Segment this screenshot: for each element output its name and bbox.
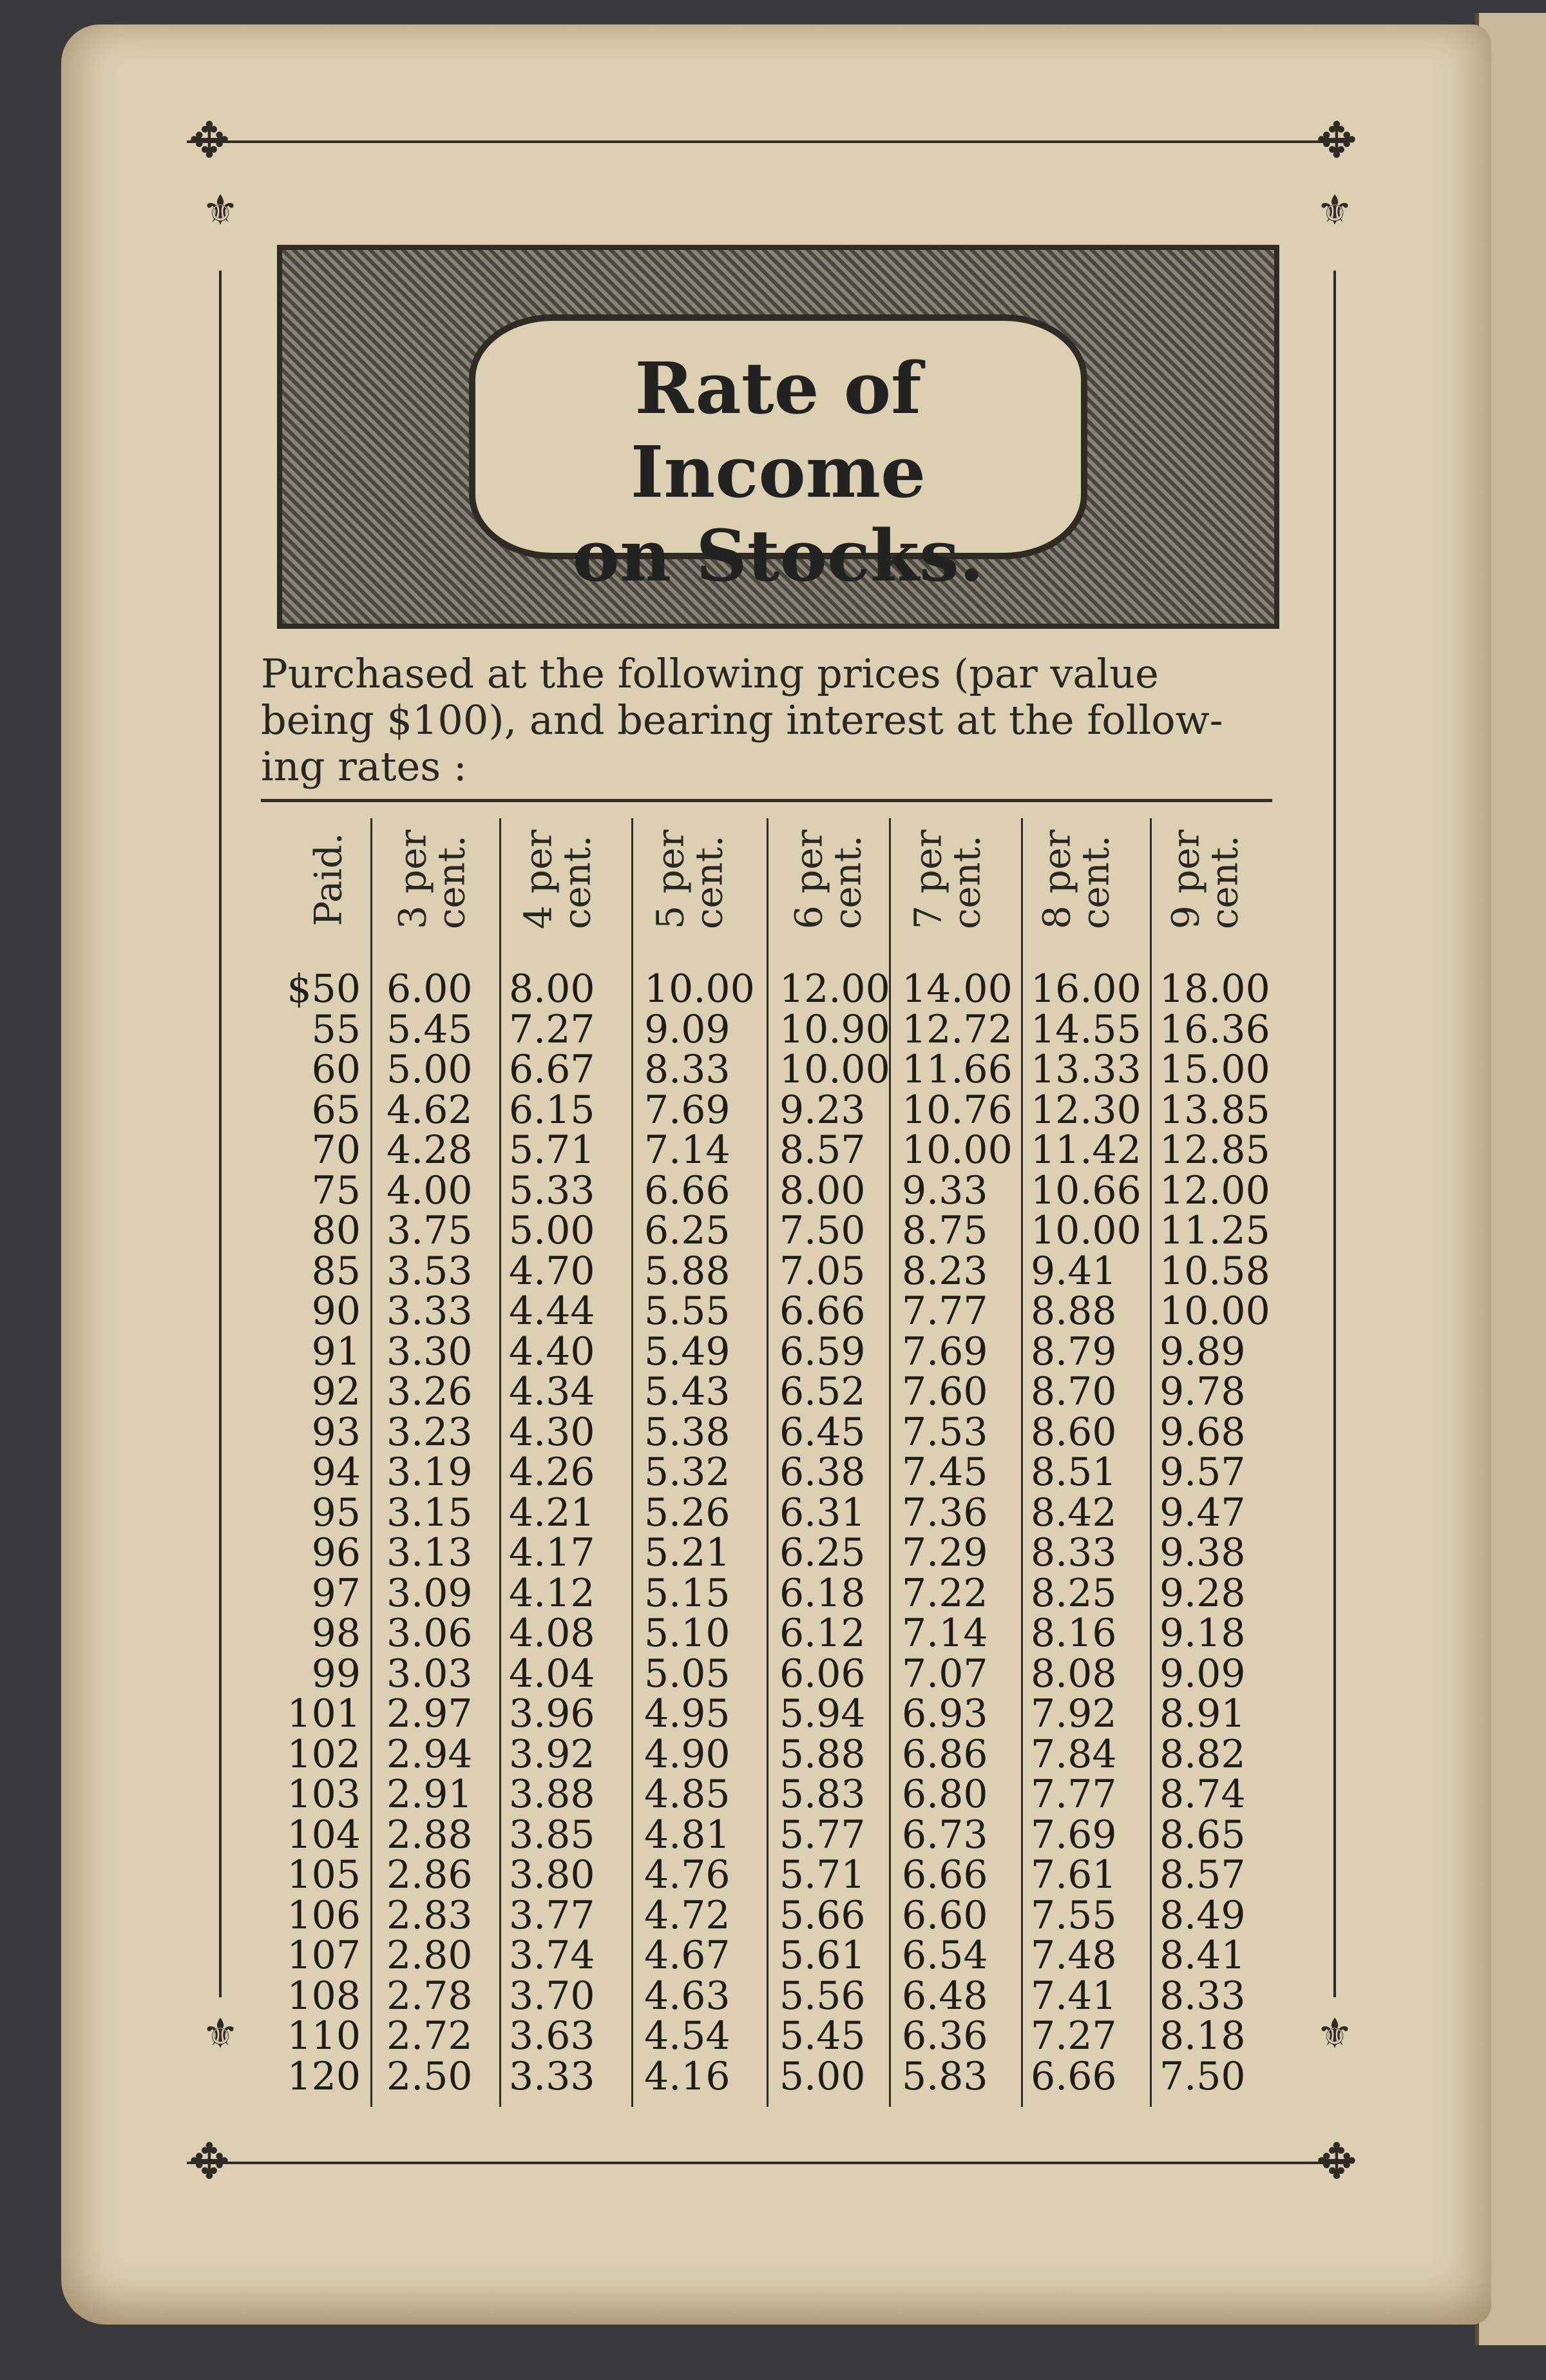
- table-row: [0, 2053, 1546, 2099]
- rate-cell: 4.08: [509, 1611, 595, 1656]
- rate-cell: 7.27: [1031, 2013, 1117, 2059]
- rate-cell: 4.00: [386, 1167, 473, 1213]
- rate-cell: 8.42: [1031, 1490, 1117, 1535]
- rate-cell: 5.15: [644, 1570, 730, 1616]
- price-paid-cell: 91: [311, 1329, 361, 1374]
- rate-cell: 3.03: [386, 1651, 473, 1696]
- column-header: [367, 815, 496, 944]
- table-row: [0, 966, 1546, 1012]
- rate-cell: 6.06: [779, 1651, 866, 1696]
- rate-cell: 5.83: [902, 2053, 988, 2099]
- price-paid-cell: 80: [311, 1208, 361, 1253]
- table-row: [0, 1611, 1546, 1656]
- rate-cell: 6.86: [902, 1731, 988, 1777]
- rate-cell: 7.50: [1160, 2053, 1246, 2099]
- rate-cell: 2.50: [386, 2053, 473, 2099]
- rate-cell: 5.55: [644, 1289, 730, 1334]
- rate-cell: 4.70: [509, 1248, 595, 1294]
- rate-cell: 10.00: [1160, 1289, 1270, 1334]
- title-panel: [475, 321, 1081, 597]
- table-row: [0, 2013, 1546, 2059]
- rate-cell: 7.50: [779, 1208, 866, 1253]
- rate-cell: 4.17: [509, 1530, 595, 1575]
- rate-cell: 6.66: [779, 1289, 866, 1334]
- title-cartouche: [277, 245, 1279, 629]
- price-paid-cell: $50: [287, 966, 361, 1012]
- rate-cell: 9.23: [779, 1087, 866, 1133]
- rate-cell: 7.05: [779, 1248, 866, 1294]
- rate-cell: 5.88: [779, 1731, 866, 1777]
- rate-cell: 9.09: [1160, 1651, 1246, 1696]
- rate-cell: 4.16: [644, 2053, 730, 2099]
- rate-cell: 5.32: [644, 1450, 730, 1495]
- rate-cell: 7.84: [1031, 1731, 1117, 1777]
- column-header-label: 9 per cent.: [1163, 829, 1246, 930]
- rate-cell: 11.25: [1160, 1208, 1270, 1253]
- price-paid-cell: 108: [287, 1973, 361, 2019]
- frame-top-rule: [187, 140, 1346, 148]
- rate-cell: 4.34: [509, 1369, 595, 1414]
- rate-cell: 11.66: [902, 1047, 1013, 1092]
- rate-cell: 9.41: [1031, 1248, 1117, 1294]
- rate-cell: 2.80: [386, 1933, 473, 1978]
- rate-cell: 4.85: [644, 1772, 730, 1817]
- rate-cell: 6.31: [779, 1490, 866, 1535]
- table-row: [0, 1731, 1546, 1777]
- rate-cell: 6.60: [902, 1892, 988, 1938]
- rate-cell: 14.00: [902, 966, 1013, 1012]
- table-row: [0, 1208, 1546, 1253]
- table-row: [0, 1409, 1546, 1455]
- rate-cell: 5.49: [644, 1329, 730, 1374]
- rate-cell: 7.07: [902, 1651, 988, 1696]
- frame-bottom-rule: [187, 2162, 1346, 2169]
- rate-cell: 4.21: [509, 1490, 595, 1535]
- price-paid-cell: 103: [287, 1772, 361, 1817]
- price-paid-cell: 99: [311, 1651, 361, 1696]
- rate-cell: 5.88: [644, 1248, 730, 1294]
- side-ornament-icon: ⚜: [1316, 187, 1353, 235]
- rate-cell: 8.08: [1031, 1651, 1117, 1696]
- price-paid-cell: 94: [311, 1450, 361, 1495]
- table-row: [0, 1006, 1546, 1052]
- rate-cell: 7.61: [1031, 1852, 1117, 1897]
- rate-cell: 7.14: [902, 1611, 988, 1656]
- rate-cell: 3.23: [386, 1409, 473, 1455]
- price-paid-cell: 98: [311, 1611, 361, 1656]
- rate-cell: 9.38: [1160, 1530, 1246, 1575]
- price-paid-cell: 102: [287, 1731, 361, 1777]
- side-ornament-icon: ⚜: [202, 2010, 239, 2058]
- rate-cell: 5.94: [779, 1691, 866, 1736]
- price-paid-cell: 55: [311, 1006, 361, 1052]
- table-row: [0, 1691, 1546, 1736]
- rate-cell: 8.79: [1031, 1329, 1117, 1374]
- rate-cell: 9.09: [644, 1006, 730, 1052]
- rate-cell: 3.30: [386, 1329, 473, 1374]
- rate-cell: 8.74: [1160, 1772, 1246, 1817]
- rate-cell: 12.00: [1160, 1167, 1270, 1213]
- rate-cell: 7.69: [644, 1087, 730, 1133]
- rate-cell: 3.85: [509, 1812, 595, 1857]
- rate-cell: 3.26: [386, 1369, 473, 1414]
- price-paid-cell: 107: [287, 1933, 361, 1978]
- rate-cell: 10.90: [779, 1006, 890, 1052]
- rate-cell: 6.73: [902, 1812, 988, 1857]
- rate-cell: 9.18: [1160, 1611, 1246, 1656]
- side-ornament-icon: ⚜: [1316, 2010, 1353, 2058]
- rate-cell: 2.83: [386, 1892, 473, 1938]
- rate-cell: 8.33: [1160, 1973, 1246, 2019]
- rate-cell: 5.45: [779, 2013, 866, 2059]
- rate-cell: 4.62: [386, 1087, 473, 1133]
- rate-cell: 5.45: [386, 1006, 473, 1052]
- rate-cell: 5.21: [644, 1530, 730, 1575]
- rate-cell: 7.55: [1031, 1892, 1117, 1938]
- rate-cell: 6.80: [902, 1772, 988, 1817]
- rate-cell: 9.78: [1160, 1369, 1246, 1414]
- column-header: [1011, 815, 1140, 944]
- table-row: [0, 1651, 1546, 1696]
- table-row: [0, 1087, 1546, 1133]
- column-header: [493, 815, 622, 944]
- price-paid-cell: 110: [287, 2013, 361, 2059]
- rate-cell: 10.00: [902, 1128, 1013, 1173]
- rate-cell: 3.88: [509, 1772, 595, 1817]
- rate-cell: 6.18: [779, 1570, 866, 1616]
- rate-cell: 4.40: [509, 1329, 595, 1374]
- rate-cell: 2.72: [386, 2013, 473, 2059]
- rate-cell: 16.36: [1160, 1006, 1270, 1052]
- rate-cell: 3.33: [509, 2053, 595, 2099]
- price-paid-cell: 120: [287, 2053, 361, 2099]
- rate-cell: 4.90: [644, 1731, 730, 1777]
- table-row: [0, 1530, 1546, 1575]
- rate-cell: 13.85: [1160, 1087, 1270, 1133]
- rate-cell: 6.36: [902, 2013, 988, 2059]
- table-top-rule: [261, 799, 1272, 802]
- rate-cell: 7.69: [902, 1329, 988, 1374]
- table-row: [0, 1772, 1546, 1817]
- rate-cell: 5.00: [509, 1208, 595, 1253]
- rate-cell: 5.38: [644, 1409, 730, 1455]
- rate-cell: 2.97: [386, 1691, 473, 1736]
- rate-cell: 8.25: [1031, 1570, 1117, 1616]
- rate-cell: 5.10: [644, 1611, 730, 1656]
- rate-cell: 11.42: [1031, 1128, 1141, 1173]
- rate-cell: 10.00: [1031, 1208, 1141, 1253]
- rate-cell: 6.67: [509, 1047, 595, 1092]
- intro-line: Purchased at the following prices (par value: [261, 650, 1159, 697]
- rate-cell: 4.44: [509, 1289, 595, 1334]
- title-line-2: on Stocks.: [572, 514, 984, 597]
- column-header: [883, 815, 1011, 944]
- rate-cell: 4.12: [509, 1570, 595, 1616]
- table-row: [0, 1167, 1546, 1213]
- column-header-label: 3 per cent.: [390, 829, 473, 930]
- table-row: [0, 1570, 1546, 1616]
- rate-cell: 5.43: [644, 1369, 730, 1414]
- rate-cell: 7.77: [1031, 1772, 1117, 1817]
- rate-cell: 8.75: [902, 1208, 988, 1253]
- rate-cell: 5.71: [509, 1128, 595, 1173]
- rate-cell: 8.00: [509, 966, 595, 1012]
- table-row: [0, 1892, 1546, 1938]
- price-paid-cell: 92: [311, 1369, 361, 1414]
- table-row: [0, 1933, 1546, 1978]
- table-row: [0, 1490, 1546, 1535]
- rate-cell: 16.00: [1031, 966, 1141, 1012]
- column-header: [625, 815, 754, 944]
- rate-cell: 4.95: [644, 1691, 730, 1736]
- table-row: [0, 1047, 1546, 1092]
- rate-cell: 4.28: [386, 1128, 473, 1173]
- rate-cell: 6.45: [779, 1409, 866, 1455]
- rate-cell: 3.96: [509, 1691, 595, 1736]
- column-header-label: 7 per cent.: [905, 829, 988, 930]
- price-paid-cell: 105: [287, 1852, 361, 1897]
- table-row: [0, 1450, 1546, 1495]
- rate-cell: 2.94: [386, 1731, 473, 1777]
- rate-cell: 6.93: [902, 1691, 988, 1736]
- rate-cell: 4.54: [644, 2013, 730, 2059]
- corner-ornament-icon: ✥: [1316, 2133, 1357, 2190]
- rate-cell: 2.78: [386, 1973, 473, 2019]
- rate-cell: 3.09: [386, 1570, 473, 1616]
- rate-cell: 4.76: [644, 1852, 730, 1897]
- rate-cell: 14.55: [1031, 1006, 1141, 1052]
- rate-cell: 2.88: [386, 1812, 473, 1857]
- rate-cell: 13.33: [1031, 1047, 1141, 1092]
- rate-cell: 12.72: [902, 1006, 1013, 1052]
- rate-cell: 9.89: [1160, 1329, 1246, 1374]
- rate-cell: 12.85: [1160, 1128, 1270, 1173]
- rate-cell: 6.00: [386, 966, 473, 1012]
- rate-cell: 5.61: [779, 1933, 866, 1978]
- rate-cell: 6.12: [779, 1611, 866, 1656]
- table-row: [0, 1329, 1546, 1374]
- price-paid-cell: 65: [311, 1087, 361, 1133]
- rate-cell: 3.74: [509, 1933, 595, 1978]
- price-paid-cell: 97: [311, 1570, 361, 1616]
- rate-cell: 2.91: [386, 1772, 473, 1817]
- table-row: [0, 1852, 1546, 1897]
- rate-cell: 3.77: [509, 1892, 595, 1938]
- rate-cell: 3.15: [386, 1490, 473, 1535]
- rate-cell: 3.06: [386, 1611, 473, 1656]
- rate-cell: 5.33: [509, 1167, 595, 1213]
- rate-cell: 4.26: [509, 1450, 595, 1495]
- rate-cell: 8.51: [1031, 1450, 1117, 1495]
- column-header: [1140, 815, 1269, 944]
- rate-cell: 9.33: [902, 1167, 988, 1213]
- column-header: [763, 815, 892, 944]
- rate-cell: 8.91: [1160, 1691, 1246, 1736]
- column-header-label: 8 per cent.: [1034, 829, 1117, 930]
- corner-ornament-icon: ✥: [1316, 111, 1357, 169]
- rate-cell: 5.66: [779, 1892, 866, 1938]
- rate-cell: 8.70: [1031, 1369, 1117, 1414]
- title-line-1: Rate of Income: [630, 347, 926, 513]
- rate-cell: 12.30: [1031, 1087, 1141, 1133]
- rate-cell: 8.88: [1031, 1289, 1117, 1334]
- rate-cell: 7.77: [902, 1289, 988, 1334]
- rate-cell: 7.92: [1031, 1691, 1117, 1736]
- rate-cell: 5.71: [779, 1852, 866, 1897]
- price-paid-cell: 93: [311, 1409, 361, 1455]
- rate-cell: 9.47: [1160, 1490, 1246, 1535]
- rate-cell: 6.38: [779, 1450, 866, 1495]
- rate-cell: 9.28: [1160, 1570, 1246, 1616]
- rate-cell: 7.14: [644, 1128, 730, 1173]
- rate-cell: 10.00: [779, 1047, 890, 1092]
- rate-cell: 8.33: [1031, 1530, 1117, 1575]
- price-paid-cell: 104: [287, 1812, 361, 1857]
- rate-cell: 8.57: [1160, 1852, 1246, 1897]
- rate-cell: 7.53: [902, 1409, 988, 1455]
- rate-cell: 8.82: [1160, 1731, 1246, 1777]
- column-header-label: 6 per cent.: [786, 829, 869, 930]
- rate-cell: 5.26: [644, 1490, 730, 1535]
- rate-cell: 5.56: [779, 1973, 866, 2019]
- rate-cell: 7.41: [1031, 1973, 1117, 2019]
- rate-cell: 6.48: [902, 1973, 988, 2019]
- rate-cell: 7.60: [902, 1369, 988, 1414]
- rate-cell: 8.18: [1160, 2013, 1246, 2059]
- rate-cell: 10.66: [1031, 1167, 1141, 1213]
- rate-cell: 8.33: [644, 1047, 730, 1092]
- rate-cell: 6.59: [779, 1329, 866, 1374]
- table-row: [0, 1812, 1546, 1857]
- rate-cell: 8.65: [1160, 1812, 1246, 1857]
- rate-cell: 3.13: [386, 1530, 473, 1575]
- rate-cell: 6.15: [509, 1087, 595, 1133]
- rate-cell: 3.53: [386, 1248, 473, 1294]
- rate-cell: 4.04: [509, 1651, 595, 1696]
- rate-cell: 6.25: [644, 1208, 730, 1253]
- rate-cell: 6.66: [644, 1167, 730, 1213]
- rate-cell: 7.22: [902, 1570, 988, 1616]
- table-row: [0, 1289, 1546, 1334]
- rate-cell: 5.00: [779, 2053, 866, 2099]
- rate-cell: 5.05: [644, 1651, 730, 1696]
- intro-line: ing rates :: [261, 743, 467, 790]
- rate-cell: 6.25: [779, 1530, 866, 1575]
- price-paid-cell: 85: [311, 1248, 361, 1294]
- rate-cell: 10.76: [902, 1087, 1013, 1133]
- table-row: [0, 1369, 1546, 1414]
- corner-ornament-icon: ✥: [189, 111, 230, 169]
- table-row: [0, 1128, 1546, 1173]
- rate-cell: 3.63: [509, 2013, 595, 2059]
- column-header-label: Paid.: [307, 832, 350, 926]
- page-title: [475, 347, 1081, 598]
- price-paid-cell: 75: [311, 1167, 361, 1213]
- column-header-label: 5 per cent.: [647, 829, 730, 930]
- rate-cell: 3.33: [386, 1289, 473, 1334]
- rate-cell: 8.16: [1031, 1611, 1117, 1656]
- rate-cell: 4.72: [644, 1892, 730, 1938]
- rate-cell: 3.80: [509, 1852, 595, 1897]
- rate-cell: 3.70: [509, 1973, 595, 2019]
- rate-cell: 8.49: [1160, 1892, 1246, 1938]
- rate-cell: 4.63: [644, 1973, 730, 2019]
- rate-cell: 6.66: [902, 1852, 988, 1897]
- rate-cell: 4.81: [644, 1812, 730, 1857]
- price-paid-cell: 70: [311, 1128, 361, 1173]
- rate-cell: 8.41: [1160, 1933, 1246, 1978]
- rate-cell: 8.00: [779, 1167, 866, 1213]
- price-paid-cell: 96: [311, 1530, 361, 1575]
- rate-cell: 6.52: [779, 1369, 866, 1414]
- price-paid-cell: 60: [311, 1047, 361, 1092]
- price-paid-cell: 106: [287, 1892, 361, 1938]
- rate-cell: 3.19: [386, 1450, 473, 1495]
- intro-line: being $100), and bearing interest at the follow-: [261, 696, 1223, 744]
- rate-cell: 5.77: [779, 1812, 866, 1857]
- rate-cell: 7.29: [902, 1530, 988, 1575]
- rate-cell: 3.75: [386, 1208, 473, 1253]
- rate-cell: 10.00: [644, 966, 755, 1012]
- rate-cell: 2.86: [386, 1852, 473, 1897]
- table-row: [0, 1248, 1546, 1294]
- intro-paragraph: [261, 651, 1285, 790]
- rate-cell: 10.58: [1160, 1248, 1270, 1294]
- rate-cell: 5.83: [779, 1772, 866, 1817]
- price-paid-cell: 101: [287, 1691, 361, 1736]
- rate-cell: 15.00: [1160, 1047, 1270, 1092]
- rate-cell: 3.92: [509, 1731, 595, 1777]
- rate-cell: 8.23: [902, 1248, 988, 1294]
- rate-cell: 7.36: [902, 1490, 988, 1535]
- rate-cell: 12.00: [779, 966, 890, 1012]
- rate-cell: 6.66: [1031, 2053, 1117, 2099]
- rate-cell: 8.57: [779, 1128, 866, 1173]
- rate-cell: 8.60: [1031, 1409, 1117, 1455]
- column-header-label: 4 per cent.: [515, 829, 598, 930]
- price-paid-cell: 90: [311, 1289, 361, 1334]
- rate-cell: 18.00: [1160, 966, 1270, 1012]
- rate-cell: 4.67: [644, 1933, 730, 1978]
- rate-cell: 7.45: [902, 1450, 988, 1495]
- corner-ornament-icon: ✥: [189, 2133, 230, 2190]
- rate-cell: 4.30: [509, 1409, 595, 1455]
- rate-cell: 7.69: [1031, 1812, 1117, 1857]
- rate-cell: 6.54: [902, 1933, 988, 1978]
- rate-cell: 5.00: [386, 1047, 473, 1092]
- side-ornament-icon: ⚜: [202, 187, 239, 235]
- rate-cell: 7.27: [509, 1006, 595, 1052]
- rate-cell: 9.57: [1160, 1450, 1246, 1495]
- price-paid-cell: 95: [311, 1490, 361, 1535]
- rate-cell: 9.68: [1160, 1409, 1246, 1455]
- rate-cell: 7.48: [1031, 1933, 1117, 1978]
- table-row: [0, 1973, 1546, 2019]
